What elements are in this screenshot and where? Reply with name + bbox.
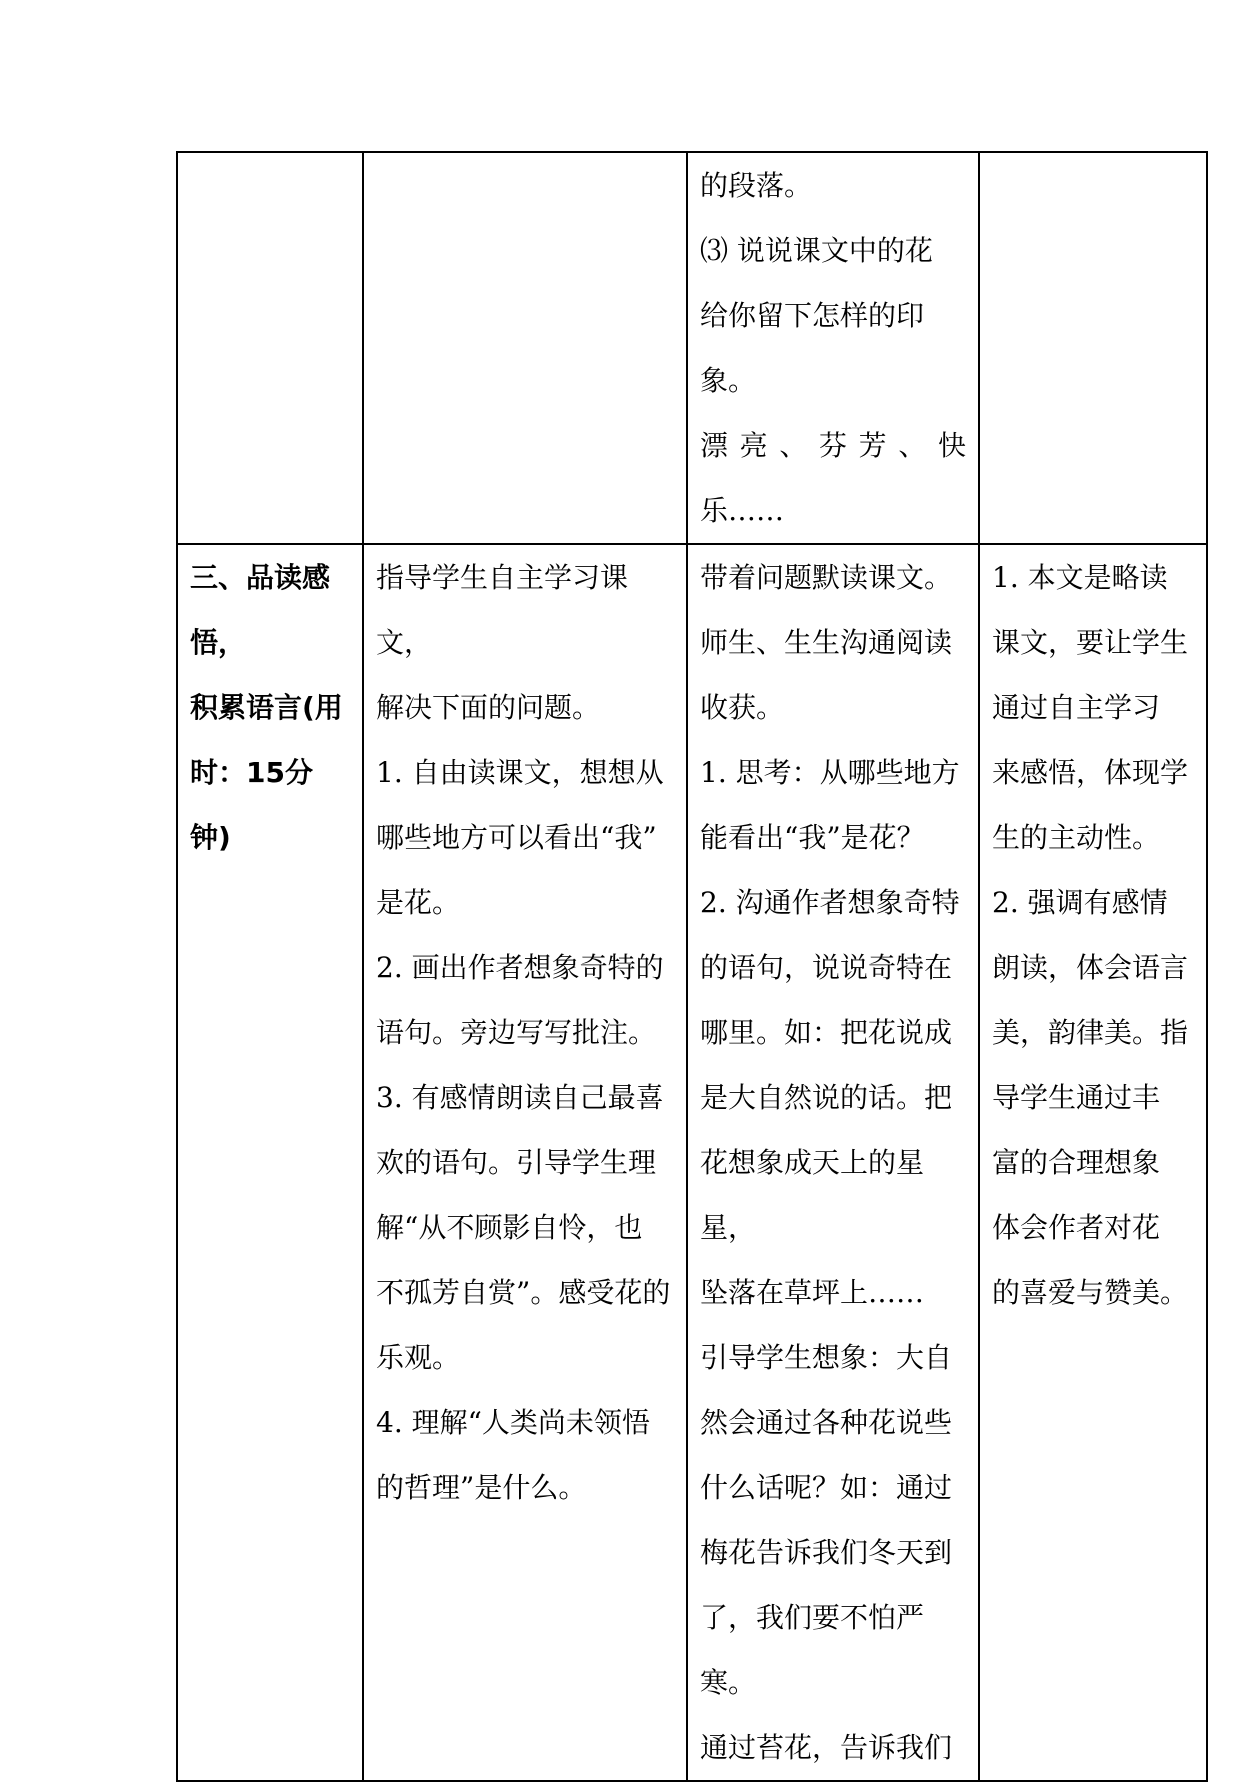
text-line: 带着问题默读课文。 [700, 561, 953, 594]
student-activity-cell [687, 152, 979, 544]
text-line: 2. 强调有感情 [992, 886, 1168, 919]
text-line: 师生、生生沟通阅读 [700, 626, 953, 659]
text-line: 2. 沟通作者想象奇特 [700, 886, 960, 919]
student-activity-cell [687, 544, 979, 1781]
text-line: 能看出“我”是花？ [700, 821, 925, 854]
text-line: 坠落在草坪上…… [700, 1276, 925, 1309]
lesson-plan-table [176, 151, 1208, 1782]
text-line: 是花。 [376, 886, 461, 919]
stage-cell [177, 544, 363, 1781]
text-line: 2. 画出作者想象奇特的 [376, 951, 664, 984]
text-line: 美，韵律美。指 [992, 1016, 1189, 1049]
text-line: 乐…… [700, 494, 785, 527]
text-line: 富的合理想象 [992, 1146, 1161, 1179]
text-line: 引导学生想象：大自 [700, 1341, 953, 1374]
text-line: 4. 理解“人类尚未领悟 [376, 1406, 650, 1439]
text-line: 朗读，体会语言 [992, 951, 1189, 984]
text-line: 解决下面的问题。 [376, 691, 601, 724]
text-line: ⑶ 说说课文中的花 [700, 234, 933, 267]
stage-cell-empty [177, 152, 363, 544]
text-line: 哪里。如：把花说成 [700, 1016, 953, 1049]
text-line: 3. 有感情朗读自己最喜 [376, 1081, 664, 1114]
text-line: 的段落。 [700, 169, 813, 202]
text-line: 体会作者对花 [992, 1211, 1161, 1244]
text-line: 是大自然说的话。把 [700, 1081, 953, 1114]
teacher-activity-cell [363, 544, 687, 1781]
text-line: 导学生通过丰 [992, 1081, 1161, 1114]
text-line: 1. 本文是略读 [992, 561, 1168, 594]
text-line: 漂 亮 、 芬 芳 、 快 [700, 429, 966, 462]
text-line: 来感悟，体现学 [992, 756, 1189, 789]
text-line: 语句。旁边写写批注。 [376, 1016, 657, 1049]
text-line: 梅花告诉我们冬天到 [700, 1536, 953, 1569]
text-line: 收获。 [700, 691, 785, 724]
text-line: 什么话呢？如：通过 [700, 1471, 953, 1504]
text-line: 1. 自由读课文，想想从 [376, 756, 664, 789]
text-line: 花想象成天上的星星， [700, 1146, 925, 1244]
stage-title-line: 时：15分钟) [190, 756, 313, 854]
text-line: 的语句，说说奇特在 [700, 951, 953, 984]
text-line: 了，我们要不怕严寒。 [700, 1601, 925, 1699]
table-row [177, 544, 1207, 1781]
text-line: 欢的语句。引导学生理 [376, 1146, 657, 1179]
text-line: 然会通过各种花说些 [700, 1406, 953, 1439]
text-line: 课文，要让学生 [992, 626, 1189, 659]
text-line: 给你留下怎样的印象。 [700, 299, 925, 397]
text-line: 的喜爱与赞美。 [992, 1276, 1189, 1309]
table-row [177, 152, 1207, 544]
text-line: 的哲理”是什么。 [376, 1471, 587, 1504]
text-line: 通过苔花，告诉我们 [700, 1731, 953, 1764]
text-line: 指导学生自主学习课文， [376, 561, 629, 659]
design-intent-cell-empty [979, 152, 1207, 544]
text-line: 1. 思考：从哪些地方 [700, 756, 960, 789]
teacher-cell-empty [363, 152, 687, 544]
stage-title-line: 三、品读感悟， [190, 561, 331, 659]
text-line: 不孤芳自赏”。感受花的 [376, 1276, 671, 1309]
stage-title-line: 积累语言(用 [190, 691, 343, 724]
design-intent-cell [979, 544, 1207, 1781]
text-line: 生的主动性。 [992, 821, 1161, 854]
text-line: 解“从不顾影自怜，也 [376, 1211, 643, 1244]
text-line: 乐观。 [376, 1341, 461, 1374]
text-line: 通过自主学习 [992, 691, 1161, 724]
text-line: 哪些地方可以看出“我” [376, 821, 657, 854]
